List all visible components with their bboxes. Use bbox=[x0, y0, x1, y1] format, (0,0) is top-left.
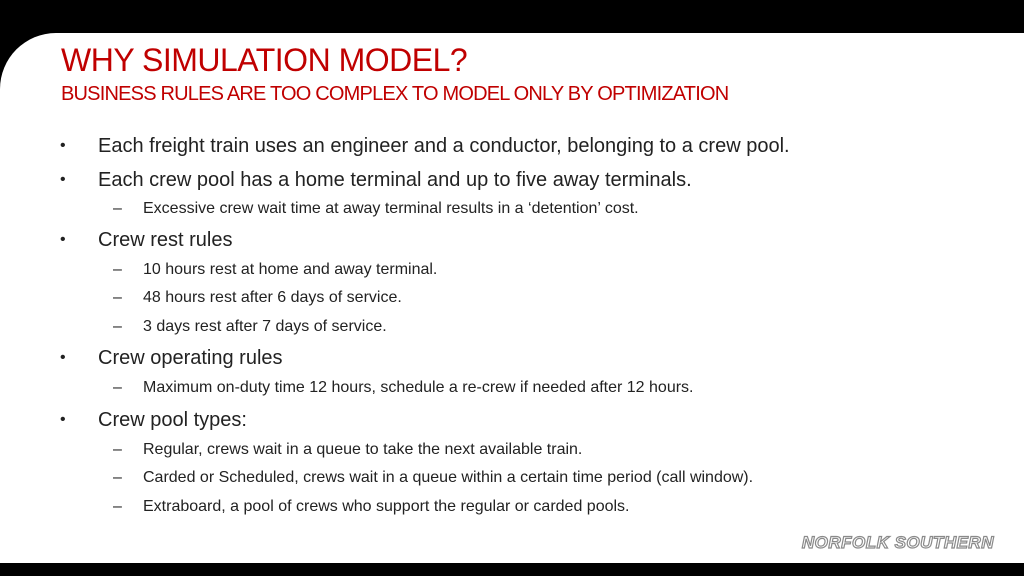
sub-bullet-marker: – bbox=[113, 469, 122, 486]
sub-list-item-text: Regular, crews wait in a queue to take the next available train. bbox=[143, 441, 583, 458]
sub-list-item bbox=[113, 497, 630, 517]
bullet-marker: • bbox=[60, 137, 66, 154]
sub-list-item-text: Maximum on-duty time 12 hours, schedule a re-crew if needed after 12 hours. bbox=[143, 379, 694, 396]
slide-subtitle: BUSINESS RULES ARE TOO COMPLEX TO MODEL ONLY BY OPTIMIZATION bbox=[61, 83, 729, 105]
sub-bullet-marker: – bbox=[113, 200, 122, 217]
list-item bbox=[60, 346, 283, 370]
sub-bullet-marker: – bbox=[113, 318, 122, 335]
sub-bullet-marker: – bbox=[113, 261, 122, 278]
slide-title: WHY SIMULATION MODEL? bbox=[61, 42, 468, 78]
bullet-marker: • bbox=[60, 349, 66, 366]
list-item-text: Each crew pool has a home terminal and up to five away terminals. bbox=[98, 169, 692, 191]
list-item-text: Crew rest rules bbox=[98, 229, 233, 251]
sub-list-item-text: 48 hours rest after 6 days of service. bbox=[143, 289, 402, 306]
company-logo: NORFOLK SOUTHERN bbox=[801, 533, 994, 552]
sub-list-item-text: 10 hours rest at home and away terminal. bbox=[143, 261, 438, 278]
sub-list-item bbox=[113, 468, 754, 488]
list-item-text: Crew pool types: bbox=[98, 409, 247, 431]
sub-list-item bbox=[113, 288, 402, 308]
sub-list-item-text: Carded or Scheduled, crews wait in a queue within a certain time period (call window). bbox=[143, 469, 754, 486]
sub-list-item-text: Extraboard, a pool of crews who support the regular or carded pools. bbox=[143, 498, 630, 515]
sub-list-item-text: Excessive crew wait time at away terminal results in a ‘detention’ cost. bbox=[143, 200, 639, 217]
sub-list-item bbox=[113, 260, 438, 280]
sub-list-item bbox=[113, 440, 583, 460]
sub-list-item bbox=[113, 378, 694, 398]
sub-bullet-marker: – bbox=[113, 498, 122, 515]
bullet-marker: • bbox=[60, 411, 66, 428]
list-item bbox=[60, 134, 790, 158]
list-item-text: Each freight train uses an engineer and a conductor, belonging to a crew pool. bbox=[98, 135, 790, 157]
sub-list-item bbox=[113, 317, 387, 337]
sub-bullet-marker: – bbox=[113, 379, 122, 396]
list-item-text: Crew operating rules bbox=[98, 347, 283, 369]
list-item bbox=[60, 408, 247, 432]
list-item bbox=[60, 228, 233, 252]
bullet-marker: • bbox=[60, 171, 66, 188]
sub-bullet-marker: – bbox=[113, 441, 122, 458]
bullet-marker: • bbox=[60, 231, 66, 248]
sub-list-item bbox=[113, 199, 639, 219]
sub-bullet-marker: – bbox=[113, 289, 122, 306]
list-item bbox=[60, 168, 692, 192]
sub-list-item-text: 3 days rest after 7 days of service. bbox=[143, 318, 387, 335]
